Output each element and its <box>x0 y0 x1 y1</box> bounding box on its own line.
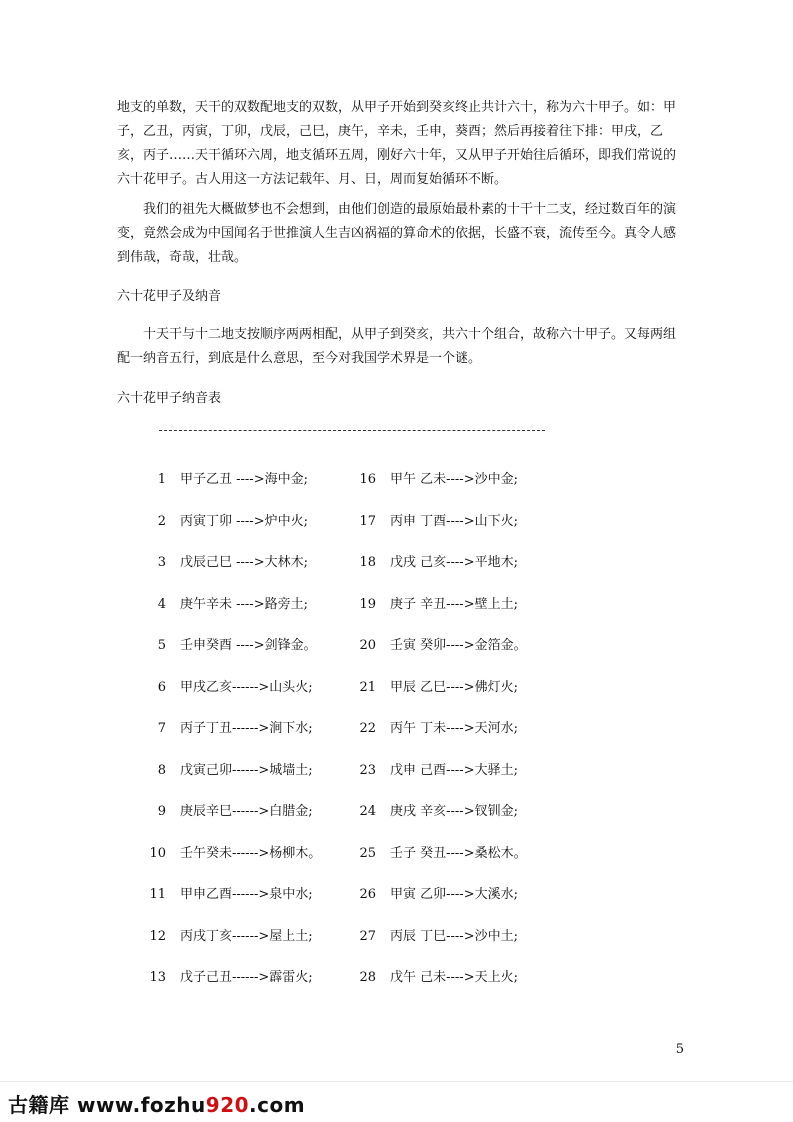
table-row <box>0 719 793 739</box>
row-entry-right: 壬子 癸丑---->桑松木。 <box>390 845 527 861</box>
table-row <box>0 844 793 864</box>
row-number-left: 5 <box>157 638 166 653</box>
row-entry-right: 甲午 乙未---->沙中金; <box>390 472 518 487</box>
row-number-right: 24 <box>359 804 376 819</box>
row-entry-right: 庚戌 辛亥---->钗钏金; <box>390 804 518 819</box>
row-number-left: 7 <box>157 721 166 736</box>
row-number-left: 13 <box>149 970 166 985</box>
row-entry-left: 甲子乙丑 ---->海中金; <box>180 472 308 487</box>
row-entry-right: 戊申 己酉---->大驿土; <box>390 762 518 778</box>
site-logo[interactable] <box>8 1089 305 1118</box>
paragraph-3: 十天干与十二地支按顺序两两相配，从甲子到癸亥，共六十个组合，故称六十甲子。又每两组配一纳音五行，到底是什么意思，至今对我国学术界是一个谜。 <box>117 327 677 366</box>
row-number-right: 17 <box>359 513 376 529</box>
row-number-right: 18 <box>359 555 376 570</box>
row-entry-right: 庚子 辛丑---->壁上土; <box>390 596 518 612</box>
row-number-right: 25 <box>359 845 376 861</box>
row-number-right: 20 <box>359 638 376 653</box>
row-number-left: 11 <box>149 887 166 902</box>
row-number-left: 2 <box>157 513 166 529</box>
row-number-left: 1 <box>157 472 166 487</box>
site-url-prefix: www.fozhu <box>76 1093 206 1117</box>
row-entry-left: 丙子丁丑------>涧下水; <box>180 721 313 736</box>
row-entry-left: 戊子己丑------>霹雷火; <box>180 970 313 985</box>
row-number-left: 9 <box>157 804 166 819</box>
row-entry-left: 壬午癸未------>杨柳木。 <box>180 845 322 861</box>
site-name: 古籍库 <box>8 1093 70 1117</box>
row-entry-left: 庚午辛未 ---->路旁土; <box>180 596 308 612</box>
paragraph-2: 我们的祖先大概做梦也不会想到，由他们创造的最原始最朴素的十干十二支，经过数百年的演变，竟然会成为中国闻名于世推演人生吉凶祸福的算命术的依据，长盛不衰，流传至今。真令人感到伟哉，奇哉，壮哉。 <box>117 202 677 265</box>
row-entry-right: 戊戌 己亥---->平地木; <box>390 555 518 570</box>
paragraph-1: 地支的单数，天干的双数配地支的双数，从甲子开始到癸亥终止共计六十，称为六十甲子。如：甲子，乙丑，丙寅，丁卯，戊辰，己巳，庚午，辛未，壬申，葵酉；然后再接着往下排：甲戌，乙亥，丙子……天干循环六周，地支循环五周，刚好六十年，又从甲子开始往后循环，即我们常说的六十花甲子。古人用这一方法记载年、月、日，周而复始循环不断。 <box>117 100 677 187</box>
footer-watermark <box>0 1081 793 1122</box>
table-row <box>0 761 793 781</box>
row-entry-left: 丙戌丁亥------>屋上土; <box>180 928 313 944</box>
row-number-left: 8 <box>157 762 166 778</box>
row-entry-right: 丙申 丁酉---->山下火; <box>390 513 518 529</box>
row-entry-left: 戊辰己巳 ---->大林木; <box>180 555 308 570</box>
row-number-right: 23 <box>359 762 376 778</box>
table-row <box>0 553 793 573</box>
row-number-left: 4 <box>157 596 166 612</box>
table-row <box>0 595 793 615</box>
row-number-right: 28 <box>359 970 376 985</box>
row-entry-left: 庚辰辛巳------>白腊金; <box>180 804 313 819</box>
row-entry-right: 甲辰 乙巳---->佛灯火; <box>390 679 518 695</box>
row-number-left: 10 <box>149 845 166 861</box>
site-url-number: 920 <box>205 1093 250 1117</box>
table-row <box>0 885 793 905</box>
table-heading: 六十花甲子纳音表 <box>117 391 222 406</box>
table-row <box>0 512 793 532</box>
row-entry-left: 甲戌乙亥------>山头火; <box>180 679 313 695</box>
table-row <box>0 678 793 698</box>
dashed-rule <box>159 430 545 431</box>
row-entry-left: 甲申乙酉------>泉中水; <box>180 887 313 902</box>
page-number: 5 <box>675 1042 684 1057</box>
row-entry-right: 壬寅 癸卯---->金箔金。 <box>390 638 527 653</box>
table-row <box>0 636 793 656</box>
row-number-right: 27 <box>359 928 376 944</box>
row-entry-right: 甲寅 乙卯---->大溪水; <box>390 887 518 902</box>
row-number-left: 3 <box>157 555 166 570</box>
row-number-right: 21 <box>359 679 376 695</box>
row-number-left: 6 <box>157 679 166 695</box>
row-entry-left: 壬申癸酉 ---->剑锋金。 <box>180 638 317 653</box>
table-row <box>0 968 793 988</box>
row-number-right: 26 <box>359 887 376 902</box>
row-number-left: 12 <box>149 928 166 944</box>
row-number-right: 19 <box>359 596 376 612</box>
row-entry-right: 丙午 丁未---->天河水; <box>390 721 518 736</box>
section-heading: 六十花甲子及纳音 <box>117 289 222 304</box>
table-row <box>0 470 793 490</box>
row-number-right: 22 <box>359 721 376 736</box>
row-entry-left: 戊寅己卯------>城墙土; <box>180 762 313 778</box>
row-entry-right: 丙辰 丁巳---->沙中土; <box>390 928 518 944</box>
row-entry-right: 戊午 己未---->天上火; <box>390 970 518 985</box>
row-entry-left: 丙寅丁卯 ---->炉中火; <box>180 513 308 529</box>
site-url-suffix: .com <box>249 1093 306 1117</box>
table-row <box>0 927 793 947</box>
row-number-right: 16 <box>359 472 376 487</box>
table-row <box>0 802 793 822</box>
